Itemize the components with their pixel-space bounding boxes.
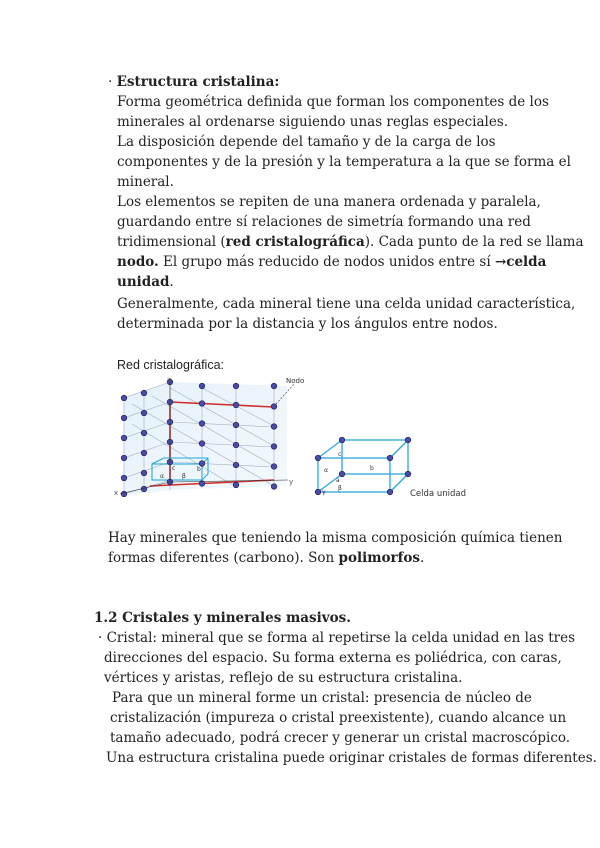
- unit-cell-edges: [318, 440, 408, 492]
- lattice-node: [141, 390, 147, 396]
- cell-beta-label: β: [338, 485, 342, 492]
- s1-p4-line2: determinada por la distancia y los ángulos entre nodos.: [117, 316, 498, 332]
- s1-p3-line1: Los elementos se repiten de una manera ordenada y paralela,: [117, 194, 541, 210]
- s1-p2-line2: componentes y de la presión y la temperatura a la que se forma el: [117, 154, 571, 170]
- lattice-node: [121, 435, 127, 441]
- lattice-node: [121, 475, 127, 481]
- lattice-figure: [112, 374, 305, 500]
- s2-p1-line3: vértices y aristas, reflejo de su estructura cristalina.: [104, 670, 463, 686]
- lattice-node: [233, 482, 239, 488]
- lattice-node: [141, 470, 147, 476]
- lattice-background: [124, 382, 287, 496]
- section1-title: Estructura cristalina:: [116, 74, 280, 90]
- lattice-node: [271, 383, 277, 389]
- text: .: [420, 550, 425, 566]
- nodo-label: Nodo: [286, 377, 305, 385]
- s2-p1-line2: direcciones del espacio. Su forma externa es poliédrica, con caras,: [104, 650, 562, 666]
- lattice-cell-b: b: [197, 466, 201, 473]
- lattice-node: [141, 410, 147, 416]
- lattice-node: [141, 430, 147, 436]
- s1-p3-line2: guardando entre sí relaciones de simetría formando una red: [117, 214, 531, 230]
- s2-p2-line2: cristalización (impureza o cristal preexistente), cuando alcance un: [110, 710, 567, 726]
- text: ). Cada punto de la red se llama: [364, 234, 584, 250]
- s1-p3-line4: [117, 252, 546, 272]
- unit-cell-figure: [312, 432, 422, 502]
- s1-p2-line3: mineral.: [117, 174, 174, 190]
- s2-p3: Una estructura cristalina puede originar cristales de formas diferentes.: [106, 750, 597, 766]
- lattice-node: [233, 462, 239, 468]
- bullet: ·: [98, 630, 103, 646]
- lattice-node: [271, 424, 277, 430]
- cell-a-label: a: [336, 477, 340, 484]
- text: El grupo más reducido de nodos unidos entre sí: [158, 254, 495, 270]
- lattice-node: [199, 421, 205, 427]
- lattice-node: [199, 383, 205, 389]
- polimorfos-line1: Hay minerales que teniendo la misma composición química tienen: [108, 530, 563, 546]
- bullet: ·: [108, 74, 113, 90]
- cell-c-label: c: [338, 451, 342, 458]
- lattice-cell-alpha: α: [160, 473, 164, 480]
- s1-p2-line1: La disposición depende del tamaño y de la carga de los: [117, 134, 496, 150]
- lattice-node: [233, 402, 239, 408]
- axis-x-label: x: [114, 489, 119, 497]
- s1-p1-line2: minerales al ordenarse siguiendo unas reglas especiales.: [117, 114, 509, 130]
- lattice-node: [121, 395, 127, 401]
- text: tridimensional (: [117, 234, 226, 250]
- figure-label: Red cristalográfica:: [117, 358, 224, 372]
- s1-p4-line1: Generalmente, cada mineral tiene una celda unidad característica,: [117, 296, 576, 312]
- celda-unidad-label: Celda unidad: [410, 489, 466, 499]
- text: .: [169, 274, 174, 290]
- lattice-node: [121, 491, 127, 497]
- s1-p3-line5: [117, 272, 174, 292]
- lattice-node: [271, 404, 277, 410]
- axis-y-label: y: [289, 478, 294, 486]
- lattice-node: [199, 441, 205, 447]
- term-unidad: unidad: [117, 274, 170, 290]
- s2-p1-line1: [98, 628, 575, 648]
- s2-p2-line1: Para que un mineral forme un cristal: presencia de núcleo de: [112, 690, 532, 706]
- lattice-node: [271, 444, 277, 450]
- lattice-node: [271, 464, 277, 470]
- lattice-node: [233, 383, 239, 389]
- cell-gamma-label: γ: [322, 489, 326, 496]
- lattice-node: [121, 415, 127, 421]
- section2-heading: 1.2 Cristales y minerales masivos.: [94, 610, 351, 626]
- lattice-node: [121, 455, 127, 461]
- polimorfos-line2: [108, 548, 424, 568]
- cell-alpha-label: α: [324, 467, 328, 474]
- term-celda: →celda: [494, 254, 547, 270]
- lattice-node: [199, 401, 205, 407]
- term-nodo: nodo.: [117, 254, 159, 270]
- lattice-cell-c: c: [172, 465, 176, 472]
- cell-b-label: b: [370, 465, 374, 472]
- s1-p1-line1: Forma geométrica definida que forman los componentes de los: [117, 94, 549, 110]
- text: Cristal: mineral que se forma al repetirse la celda unidad en las tres: [106, 630, 576, 646]
- s1-p3-line3: [117, 232, 584, 252]
- term-red-cristalografica: red cristalográfica: [225, 234, 365, 250]
- text: formas diferentes (carbono). Son: [108, 550, 339, 566]
- lattice-node: [141, 450, 147, 456]
- term-polimorfos: polimorfos: [338, 550, 421, 566]
- lattice-cell-beta: β: [182, 473, 186, 480]
- axis-z-label: z: [167, 376, 171, 384]
- lattice-node: [233, 422, 239, 428]
- section1-heading: [108, 72, 279, 92]
- lattice-node: [271, 484, 277, 490]
- lattice-node: [233, 442, 239, 448]
- s2-p2-line3: tamaño adecuado, podrá crecer y generar un cristal macroscópico.: [110, 730, 571, 746]
